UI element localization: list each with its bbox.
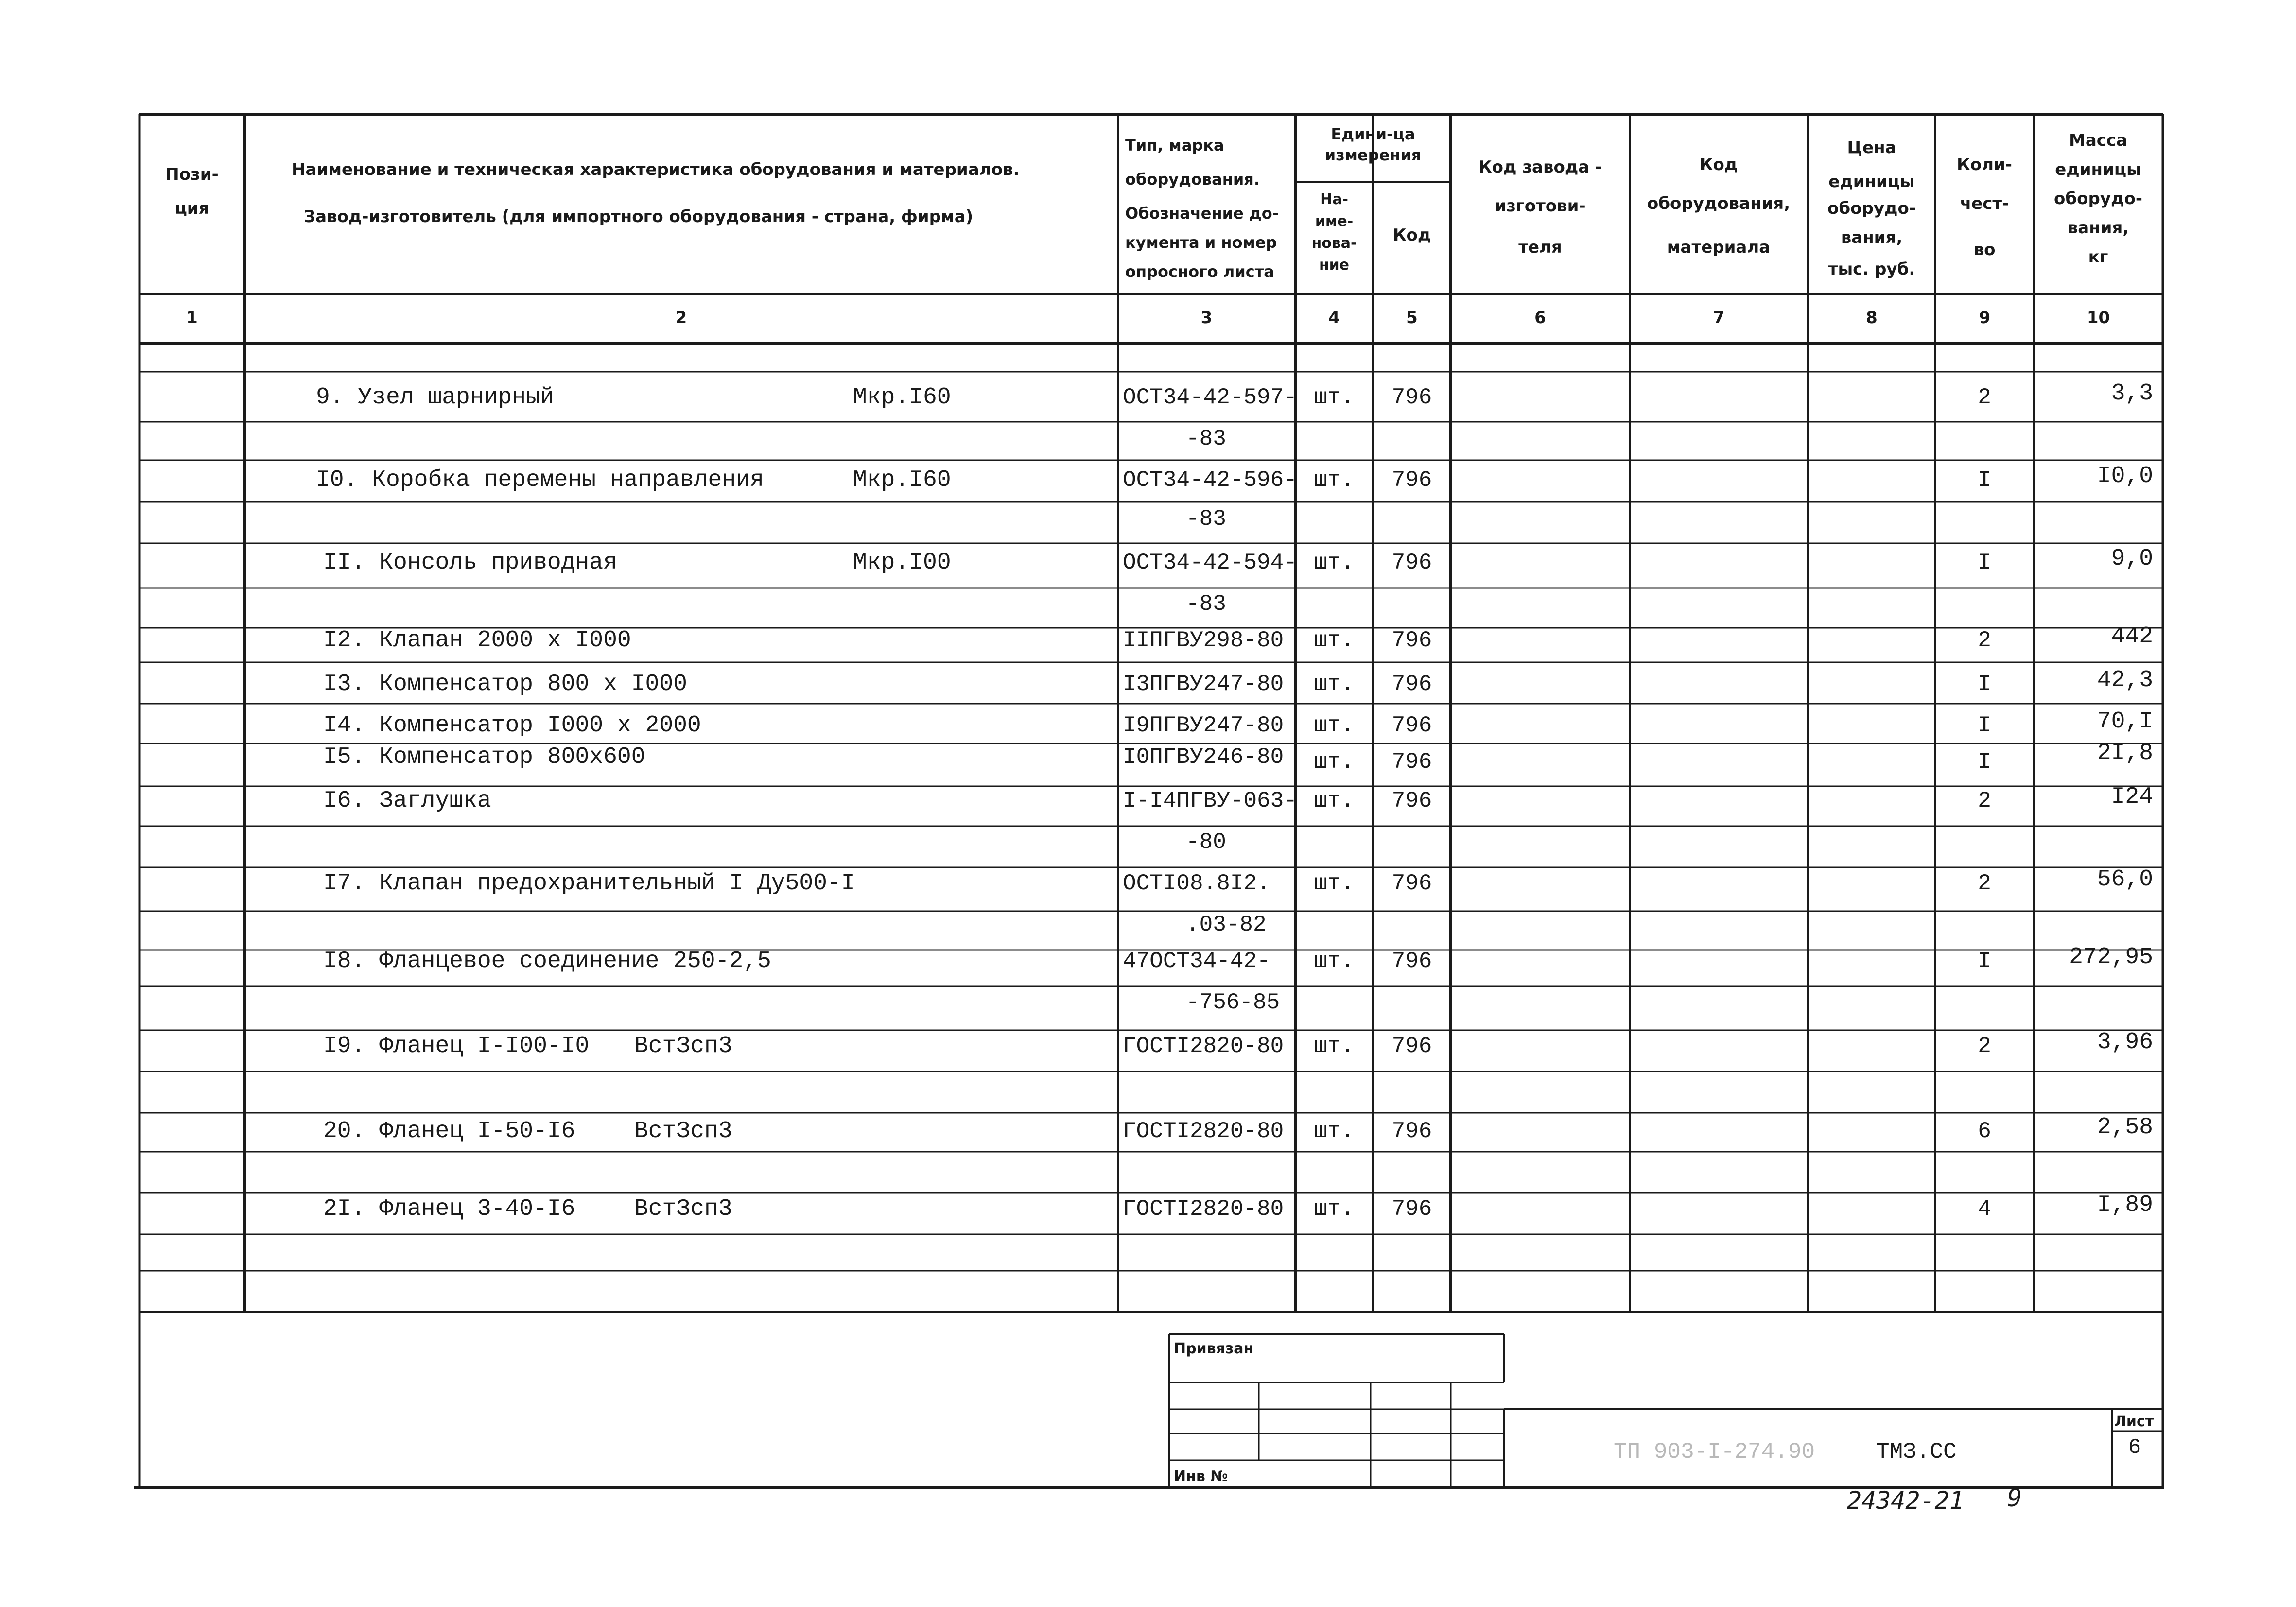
item-name: I8. Фланцевое соединение 250-2,5 (323, 948, 771, 974)
item-unit: шт. (1314, 672, 1355, 697)
document-code: ТП 903-I-274.90 (1614, 1439, 1815, 1465)
item-name: I4. Компенсатор I000 х 2000 (323, 712, 701, 739)
item-type: -83 (1186, 426, 1226, 451)
item-mark: Мкр.I60 (853, 467, 951, 493)
header-plant-code: Код завода - (1478, 157, 1602, 177)
item-unit-code: 796 (1392, 385, 1432, 410)
header-unit-name: На- (1320, 191, 1348, 208)
item-name: II. Консоль приводная (323, 550, 617, 576)
item-name: 9. Узел шарнирный (316, 384, 554, 411)
item-type: ГОСТI2820-80 (1123, 1034, 1284, 1059)
item-unit: шт. (1314, 871, 1355, 896)
item-mass: 3,96 (2097, 1029, 2153, 1055)
item-name: I3. Компенсатор 800 х I000 (323, 671, 687, 697)
column-number: 6 (1534, 308, 1546, 328)
column-number: 7 (1713, 308, 1725, 328)
header-position: Пози- (165, 165, 219, 184)
item-unit-code: 796 (1392, 672, 1432, 697)
item-mass: I0,0 (2097, 463, 2153, 489)
header-price: оборудо- (1827, 199, 1916, 218)
item-unit: шт. (1314, 788, 1355, 813)
item-type: -756-85 (1186, 990, 1280, 1015)
item-name: I5. Компенсатор 800х600 (323, 744, 645, 770)
header-position: ция (174, 199, 209, 218)
item-unit: шт. (1314, 1119, 1355, 1144)
header-plant-code: теля (1518, 238, 1562, 257)
column-number: 8 (1866, 308, 1878, 328)
item-quantity: I (1978, 467, 1991, 493)
header-type: Тип, марка (1125, 136, 1224, 155)
stamp-bound-label: Привязан (1174, 1340, 1254, 1357)
item-type: ОСТ34-42-597- (1123, 385, 1297, 410)
item-mass: 272,95 (2069, 944, 2153, 970)
item-unit-code: 796 (1392, 788, 1432, 813)
item-mass: 3,3 (2111, 380, 2153, 407)
header-type: Обозначение до- (1125, 204, 1279, 223)
column-number: 5 (1406, 308, 1418, 328)
sheet-number: 6 (2128, 1435, 2141, 1460)
item-unit: шт. (1314, 713, 1355, 738)
item-type: I-I4ПГВУ-063- (1123, 788, 1297, 813)
item-type: ГОСТI2820-80 (1123, 1119, 1284, 1144)
item-quantity: I (1978, 749, 1991, 775)
item-type: I9ПГВУ247-80 (1123, 713, 1284, 738)
item-unit-code: 796 (1392, 1196, 1432, 1222)
item-unit-code: 796 (1392, 949, 1432, 974)
item-unit: шт. (1314, 385, 1355, 410)
stamp-inventory-label: Инв № (1174, 1468, 1228, 1485)
column-number: 4 (1328, 308, 1340, 328)
header-type: кумента и номер (1125, 233, 1277, 252)
item-quantity: 2 (1978, 628, 1991, 653)
archive-page: 9 (2007, 1484, 2022, 1512)
item-name: 2I. Фланец 3-40-I6 (323, 1196, 575, 1222)
column-number: 3 (1200, 308, 1213, 328)
header-equipment-code: материала (1667, 238, 1771, 257)
item-mass: 2,58 (2097, 1114, 2153, 1140)
item-unit-code: 796 (1392, 749, 1432, 775)
document-suffix: ТМЗ.СС (1876, 1439, 1957, 1465)
item-type: 47ОСТ34-42- (1123, 949, 1270, 974)
item-unit: шт. (1314, 949, 1355, 974)
header-type: оборудования. (1125, 170, 1260, 189)
header-unit: измерения (1324, 146, 1422, 164)
item-mass: 42,3 (2097, 667, 2153, 693)
item-mass: 442 (2111, 623, 2153, 650)
item-type: -80 (1186, 829, 1226, 855)
header-unit-name: име- (1315, 213, 1354, 230)
item-unit: шт. (1314, 1034, 1355, 1059)
column-number: 10 (2087, 308, 2110, 328)
item-mass: 9,0 (2111, 546, 2153, 572)
header-unit-name: нова- (1311, 235, 1357, 252)
header-name: Завод-изготовитель (для импортного оборудования - страна, фирма) (304, 207, 974, 226)
header-plant-code: изготови- (1495, 196, 1586, 216)
item-quantity: 2 (1978, 871, 1991, 896)
item-type: -83 (1186, 591, 1226, 617)
item-mark: ВстЗсп3 (634, 1118, 732, 1144)
item-unit-code: 796 (1392, 713, 1432, 738)
sheet-label: Лист (2114, 1413, 2154, 1430)
header-quantity: во (1973, 240, 1996, 259)
header-unit-name: ние (1319, 257, 1350, 274)
item-quantity: 6 (1978, 1119, 1991, 1144)
header-equipment-code: Код (1699, 155, 1738, 174)
item-name: I7. Клапан предохранительный I Ду500-I (323, 870, 855, 897)
header-mass: кг (2088, 247, 2108, 267)
header-unit-code: Код (1392, 225, 1431, 245)
header-mass: вания, (2067, 218, 2129, 238)
header-quantity: Коли- (1957, 155, 2012, 174)
item-quantity: I (1978, 713, 1991, 738)
header-quantity: чест- (1960, 194, 2009, 213)
item-name: 20. Фланец I-50-I6 (323, 1118, 575, 1144)
item-type: ОСТI08.8I2. (1123, 871, 1270, 896)
item-quantity: 4 (1978, 1196, 1991, 1222)
header-price: тыс. руб. (1828, 259, 1915, 279)
item-unit-code: 796 (1392, 467, 1432, 493)
item-type: I0ПГВУ246-80 (1123, 744, 1284, 770)
header-mass: Масса (2069, 131, 2128, 150)
item-name: I6. Заглушка (323, 788, 491, 814)
header-mass: оборудо- (2054, 189, 2142, 208)
item-unit-code: 796 (1392, 1034, 1432, 1059)
item-unit-code: 796 (1392, 871, 1432, 896)
item-type: .03-82 (1186, 912, 1267, 937)
item-unit-code: 796 (1392, 1119, 1432, 1144)
item-quantity: 2 (1978, 1034, 1991, 1059)
item-unit: шт. (1314, 550, 1355, 575)
item-name: I2. Клапан 2000 х I000 (323, 627, 631, 654)
item-mass: 70,I (2097, 708, 2153, 735)
column-number: 2 (675, 308, 687, 328)
item-unit-code: 796 (1392, 628, 1432, 653)
item-mass: 2I,8 (2097, 740, 2153, 766)
item-mass: 56,0 (2097, 866, 2153, 893)
item-type: I3ПГВУ247-80 (1123, 672, 1284, 697)
item-type: ОСТ34-42-596- (1123, 467, 1297, 493)
column-number: 9 (1979, 308, 1991, 328)
item-mark: ВстЗсп3 (634, 1033, 732, 1059)
column-number: 1 (186, 308, 198, 328)
header-price: вания, (1841, 228, 1903, 247)
item-type: -83 (1186, 506, 1226, 532)
item-quantity: I (1978, 550, 1991, 575)
item-quantity: I (1978, 949, 1991, 974)
item-mass: I,89 (2097, 1192, 2153, 1218)
header-equipment-code: оборудования, (1647, 194, 1791, 213)
item-mark: Мкр.I60 (853, 384, 951, 411)
item-name: I0. Коробка перемены направления (316, 467, 764, 493)
item-unit-code: 796 (1392, 550, 1432, 575)
header-unit: Едини-ца (1331, 125, 1415, 143)
item-mark: ВстЗсп3 (634, 1196, 732, 1222)
item-unit: шт. (1314, 467, 1355, 493)
item-unit: шт. (1314, 749, 1355, 775)
item-unit: шт. (1314, 628, 1355, 653)
item-mass: I24 (2111, 784, 2153, 810)
item-quantity: 2 (1978, 788, 1991, 813)
item-name: I9. Фланец I-I00-I0 (323, 1033, 590, 1059)
header-name: Наименование и техническая характеристика оборудования и материалов. (292, 160, 1020, 179)
header-price: единицы (1828, 172, 1915, 191)
item-type: ГОСТI2820-80 (1123, 1196, 1284, 1222)
header-mass: единицы (2055, 160, 2141, 179)
item-unit: шт. (1314, 1196, 1355, 1222)
archive-number: 24342-21 (1847, 1486, 1964, 1515)
item-mark: Мкр.I00 (853, 550, 951, 576)
item-type: IIПГВУ298-80 (1123, 628, 1284, 653)
header-type: опросного листа (1125, 262, 1274, 281)
header-price: Цена (1847, 138, 1896, 157)
item-type: ОСТ34-42-594- (1123, 550, 1297, 575)
item-quantity: 2 (1978, 385, 1991, 410)
item-quantity: I (1978, 672, 1991, 697)
